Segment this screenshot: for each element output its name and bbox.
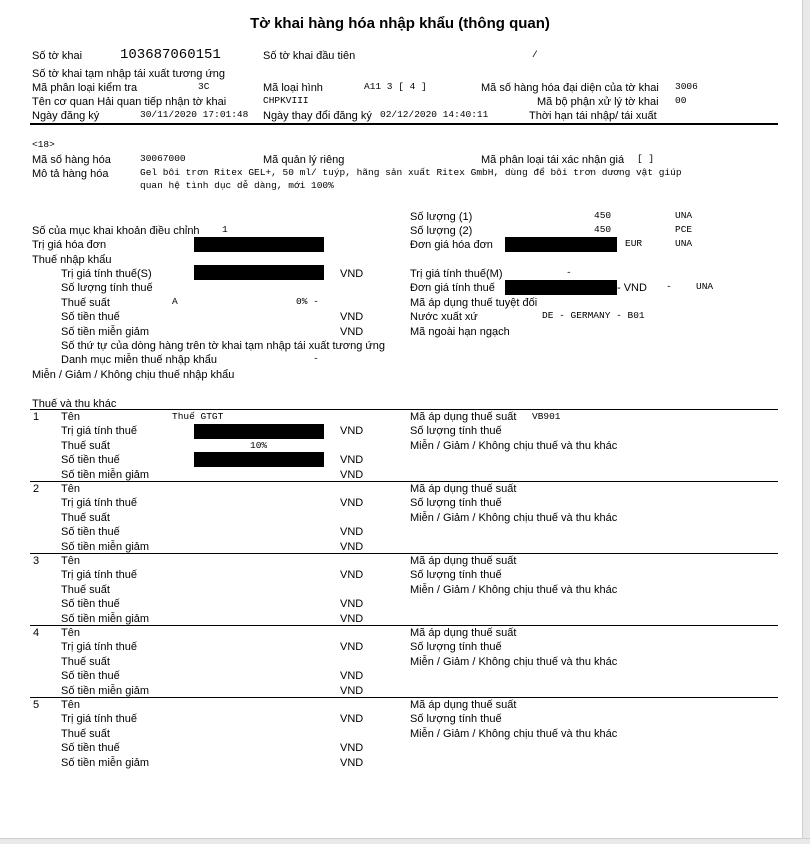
tax-ma-ap-dung-label: Mã áp dụng thuế suất — [410, 555, 517, 567]
ma-so-hang-hoa-label: Mã số hàng hóa — [32, 154, 111, 166]
don-gia-unit: UNA — [675, 238, 693, 249]
tax-tri-gia-tinh-thue-label: Trị giá tính thuế — [61, 569, 138, 582]
so-to-khai-dau-tien-value: / — [532, 49, 538, 60]
tax-ten-label: Tên — [61, 483, 80, 495]
ngay-dang-ky-label: Ngày đăng ký — [32, 110, 100, 122]
tax-so-tien-mien-giam-unit: VND — [340, 612, 364, 625]
tax-thue-suat-label: Thuế suất — [61, 655, 110, 668]
tax-row-divider — [30, 697, 778, 698]
tax-so-tien-mien-giam-label: Số tiền miễn giảm — [61, 756, 150, 769]
tax-tri-gia-unit: VND — [340, 641, 364, 654]
thue-suat-value: 0% - — [296, 296, 319, 307]
tax-so-tien-thue-label: Số tiền thuế — [61, 454, 120, 467]
tax-so-tien-thue-unit: VND — [340, 526, 364, 539]
tax-so-tien-thue-label: Số tiền thuế — [61, 526, 120, 539]
ma-loai-hinh-label: Mã loại hình — [263, 82, 323, 94]
ma-loai-hinh-value: A11 3 [ 4 ] — [364, 81, 427, 92]
tax-so-luong-tinh-thue-label: Số lượng tính thuế — [410, 497, 502, 510]
tax-thue-suat-label: Thuế suất — [61, 511, 110, 524]
tax-row-number: 4 — [33, 627, 40, 639]
ngay-thay-doi-label: Ngày thay đổi đăng ký — [263, 110, 372, 122]
ngay-dang-ky-value: 30/11/2020 17:01:48 — [140, 109, 249, 120]
tax-tri-gia-unit: VND — [340, 497, 364, 510]
tax-so-tien-mien-giam-unit: VND — [340, 468, 364, 481]
tax-ten-label: Tên — [61, 699, 80, 711]
tax-row-number: 2 — [33, 483, 40, 495]
don-gia-currency: EUR — [625, 238, 643, 249]
thue-suat-label: Thuế suất — [61, 297, 110, 309]
tri-gia-tinh-thue-m-value: - — [566, 267, 572, 278]
so-luong-2-value: 450 — [594, 224, 612, 235]
tax-tri-gia-unit: VND — [340, 713, 364, 726]
tax-thue-suat-value: 10% — [250, 439, 268, 451]
tax-row-divider — [30, 481, 778, 482]
tax-ma-ap-dung-label: Mã áp dụng thuế suất — [410, 699, 517, 711]
page-title: Tờ khai hàng hóa nhập khẩu (thông quan) — [250, 15, 550, 32]
so-muc-khai-label: Số của mục khai khoản điều chỉnh — [32, 225, 200, 237]
tax-thue-suat-label: Thuế suất — [61, 583, 110, 596]
ten-co-quan-value: CHPKVIII — [263, 95, 309, 106]
so-tien-mien-giam-label: Số tiền miễn giảm — [61, 326, 150, 338]
tax-ma-ap-dung-label: Mã áp dụng thuế suất — [410, 483, 517, 495]
ma-quan-ly-rieng-label: Mã quản lý riêng — [263, 154, 345, 166]
tax-so-tien-thue-label: Số tiền thuế — [61, 742, 120, 755]
danh-muc-mien-thue-label: Danh mục miễn thuế nhập khẩu — [61, 354, 217, 366]
header-divider — [30, 123, 778, 125]
so-to-khai-dau-tien-label: Số tờ khai đầu tiên — [263, 50, 356, 62]
don-gia-tinh-thue-label: Đơn giá tính thuế — [410, 282, 495, 294]
so-thu-tu-dong-hang-label: Số thứ tự của dòng hàng trên tờ khai tạm nhập tái xuất tương ứng — [61, 340, 385, 352]
tax-so-luong-tinh-thue-label: Số lượng tính thuế — [410, 569, 502, 582]
ma-phan-loai-kiem-tra-value: 3C — [198, 81, 210, 92]
tax-mien-giam-label: Miễn / Giảm / Không chịu thuế và thu khác — [410, 511, 618, 524]
tax-mien-giam-label: Miễn / Giảm / Không chịu thuế và thu khác — [410, 583, 618, 596]
so-luong-1-value: 450 — [594, 210, 612, 221]
ma-phan-loai-kiem-tra-label: Mã phân loại kiểm tra — [32, 82, 138, 94]
tri-gia-tinh-thue-s-unit: VND — [340, 268, 364, 280]
mo-ta-line-2: quan hệ tình dục dễ dàng, mới 100% — [140, 180, 334, 191]
mien-giam-nhap-khau-label: Miễn / Giảm / Không chịu thuế nhập khẩu — [32, 369, 235, 381]
tam-nhap-label: Số tờ khai tạm nhập tái xuất tương ứng — [32, 68, 226, 80]
tax-ma-ap-dung-value: VB901 — [532, 411, 561, 422]
tax-mien-giam-label: Miễn / Giảm / Không chịu thuế và thu khác — [410, 655, 618, 668]
ma-phan-loai-tai-xac-nhan-label: Mã phân loại tái xác nhận giá — [481, 154, 625, 166]
tri-gia-hoa-don-label: Trị giá hóa đơn — [32, 239, 107, 251]
tax-row-divider — [30, 625, 778, 626]
tax-row-number: 3 — [33, 555, 40, 567]
nuoc-xuat-xu-value: DE - GERMANY - B01 — [542, 310, 645, 321]
tax-so-tien-mien-giam-label: Số tiền miễn giảm — [61, 684, 150, 697]
thue-va-thu-khac-label: Thuế và thu khác — [32, 398, 117, 410]
ten-co-quan-label: Tên cơ quan Hải quan tiếp nhận tờ khai — [32, 96, 227, 108]
tax-so-luong-tinh-thue-label: Số lượng tính thuế — [410, 425, 502, 438]
thoi-han-label: Thời hạn tái nhập/ tái xuất — [529, 110, 657, 122]
don-gia-hoa-don-label: Đơn giá hóa đơn — [410, 239, 493, 251]
tax-ten-label: Tên — [61, 627, 80, 639]
tax-tri-gia-tinh-thue-label: Trị giá tính thuế — [61, 641, 138, 654]
tax-tri-gia-tinh-thue-label: Trị giá tính thuế — [61, 425, 138, 438]
tax-tri-gia-unit: VND — [340, 425, 364, 438]
ngay-thay-doi-value: 02/12/2020 14:40:11 — [380, 109, 489, 120]
tax-so-tien-mien-giam-unit: VND — [340, 756, 364, 769]
tax-so-tien-mien-giam-unit: VND — [340, 540, 364, 553]
tax-ten-value: Thuế GTGT — [172, 411, 224, 422]
redacted-tri-gia-tinh-thue-s — [194, 265, 324, 280]
ma-bo-phan-label: Mã bộ phận xử lý tờ khai — [537, 96, 659, 108]
thue-suat-code: A — [172, 296, 178, 307]
tax-tri-gia-tinh-thue-label: Trị giá tính thuế — [61, 497, 138, 510]
tax-so-tien-thue-unit: VND — [340, 598, 364, 611]
don-gia-tinh-thue-unit: UNA — [696, 281, 714, 292]
tax-thue-suat-label: Thuế suất — [61, 439, 110, 452]
redacted-tax-tri-gia — [194, 424, 324, 439]
tax-so-tien-thue-unit: VND — [340, 742, 364, 755]
danh-muc-mien-thue-value: - — [313, 353, 319, 364]
so-luong-2-unit: PCE — [675, 224, 693, 235]
tax-so-tien-thue-unit: VND — [340, 454, 364, 467]
tax-thue-suat-label: Thuế suất — [61, 727, 110, 740]
tax-so-luong-tinh-thue-label: Số lượng tính thuế — [410, 713, 502, 726]
tax-so-luong-tinh-thue-label: Số lượng tính thuế — [410, 641, 502, 654]
tax-tri-gia-unit: VND — [340, 569, 364, 582]
so-to-khai-value: 103687060151 — [120, 47, 221, 63]
tax-tri-gia-tinh-thue-label: Trị giá tính thuế — [61, 713, 138, 726]
so-luong-2-label: Số lượng (2) — [410, 225, 473, 237]
so-luong-tinh-thue-label: Số lượng tính thuế — [61, 282, 153, 294]
don-gia-tinh-thue-currency: - VND — [617, 282, 647, 294]
tax-mien-giam-label: Miễn / Giảm / Không chịu thuế và thu khác — [410, 727, 618, 740]
don-gia-tinh-thue-dash: - — [666, 281, 672, 292]
redacted-tax-so-tien — [194, 452, 324, 467]
ma-phan-loai-tai-xac-nhan-value: [ ] — [637, 153, 655, 164]
so-luong-1-label: Số lượng (1) — [410, 211, 473, 223]
tri-gia-tinh-thue-s-label: Trị giá tính thuế(S) — [61, 268, 152, 280]
item-index: <18> — [32, 139, 55, 150]
tax-so-tien-thue-unit: VND — [340, 670, 364, 683]
mo-ta-label: Mô tả hàng hóa — [32, 168, 109, 180]
so-tien-mien-giam-unit: VND — [340, 326, 364, 338]
redacted-don-gia-tinh-thue — [505, 280, 617, 295]
tax-ten-label: Tên — [61, 555, 80, 567]
so-luong-1-unit: UNA — [675, 210, 693, 221]
ma-ngoai-han-ngach-label: Mã ngoài hạn ngạch — [410, 326, 510, 338]
tax-so-tien-mien-giam-label: Số tiền miễn giảm — [61, 540, 150, 553]
so-to-khai-label: Số tờ khai — [32, 50, 83, 62]
tax-so-tien-mien-giam-label: Số tiền miễn giảm — [61, 612, 150, 625]
redacted-don-gia-hoa-don — [505, 237, 617, 252]
tax-so-tien-mien-giam-label: Số tiền miễn giảm — [61, 468, 150, 481]
ma-so-hang-hoa-dai-dien-value: 3006 — [675, 81, 698, 92]
thue-nhap-khau-label: Thuế nhập khẩu — [32, 254, 112, 266]
redacted-tri-gia-hoa-don — [194, 237, 324, 252]
tax-so-tien-thue-label: Số tiền thuế — [61, 598, 120, 611]
tax-row-number: 5 — [33, 699, 40, 711]
so-tien-thue-label: Số tiền thuế — [61, 311, 120, 323]
nuoc-xuat-xu-label: Nước xuất xứ — [410, 311, 478, 323]
section-divider — [30, 409, 778, 410]
ma-so-hang-hoa-dai-dien-label: Mã số hàng hóa đại diện của tờ khai — [481, 82, 659, 94]
tri-gia-tinh-thue-m-label: Trị giá tính thuế(M) — [410, 268, 503, 280]
tax-ma-ap-dung-label: Mã áp dụng thuế suất — [410, 411, 517, 423]
ma-so-hang-hoa-value: 30067000 — [140, 153, 186, 164]
horizontal-scrollbar[interactable] — [0, 838, 810, 844]
vertical-scrollbar[interactable] — [802, 0, 810, 838]
tax-row-divider — [30, 553, 778, 554]
ma-ap-dung-tuyet-doi-label: Mã áp dụng thuế tuyệt đối — [410, 297, 538, 309]
tax-ten-label: Tên — [61, 411, 80, 423]
tax-so-tien-thue-label: Số tiền thuế — [61, 670, 120, 683]
mo-ta-line-1: Gel bôi trơn Ritex GEL+, 50 ml/ tuýp, hãng sản xuất Ritex GmbH, dùng để bôi trơn dương vật giúp — [140, 167, 682, 178]
tax-mien-giam-label: Miễn / Giảm / Không chịu thuế và thu khác — [410, 439, 618, 452]
tax-so-tien-mien-giam-unit: VND — [340, 684, 364, 697]
tax-row-number: 1 — [33, 411, 40, 423]
tax-ma-ap-dung-label: Mã áp dụng thuế suất — [410, 627, 517, 639]
so-muc-khai-value: 1 — [222, 224, 228, 235]
so-tien-thue-unit: VND — [340, 311, 364, 323]
ma-bo-phan-value: 00 — [675, 95, 687, 106]
